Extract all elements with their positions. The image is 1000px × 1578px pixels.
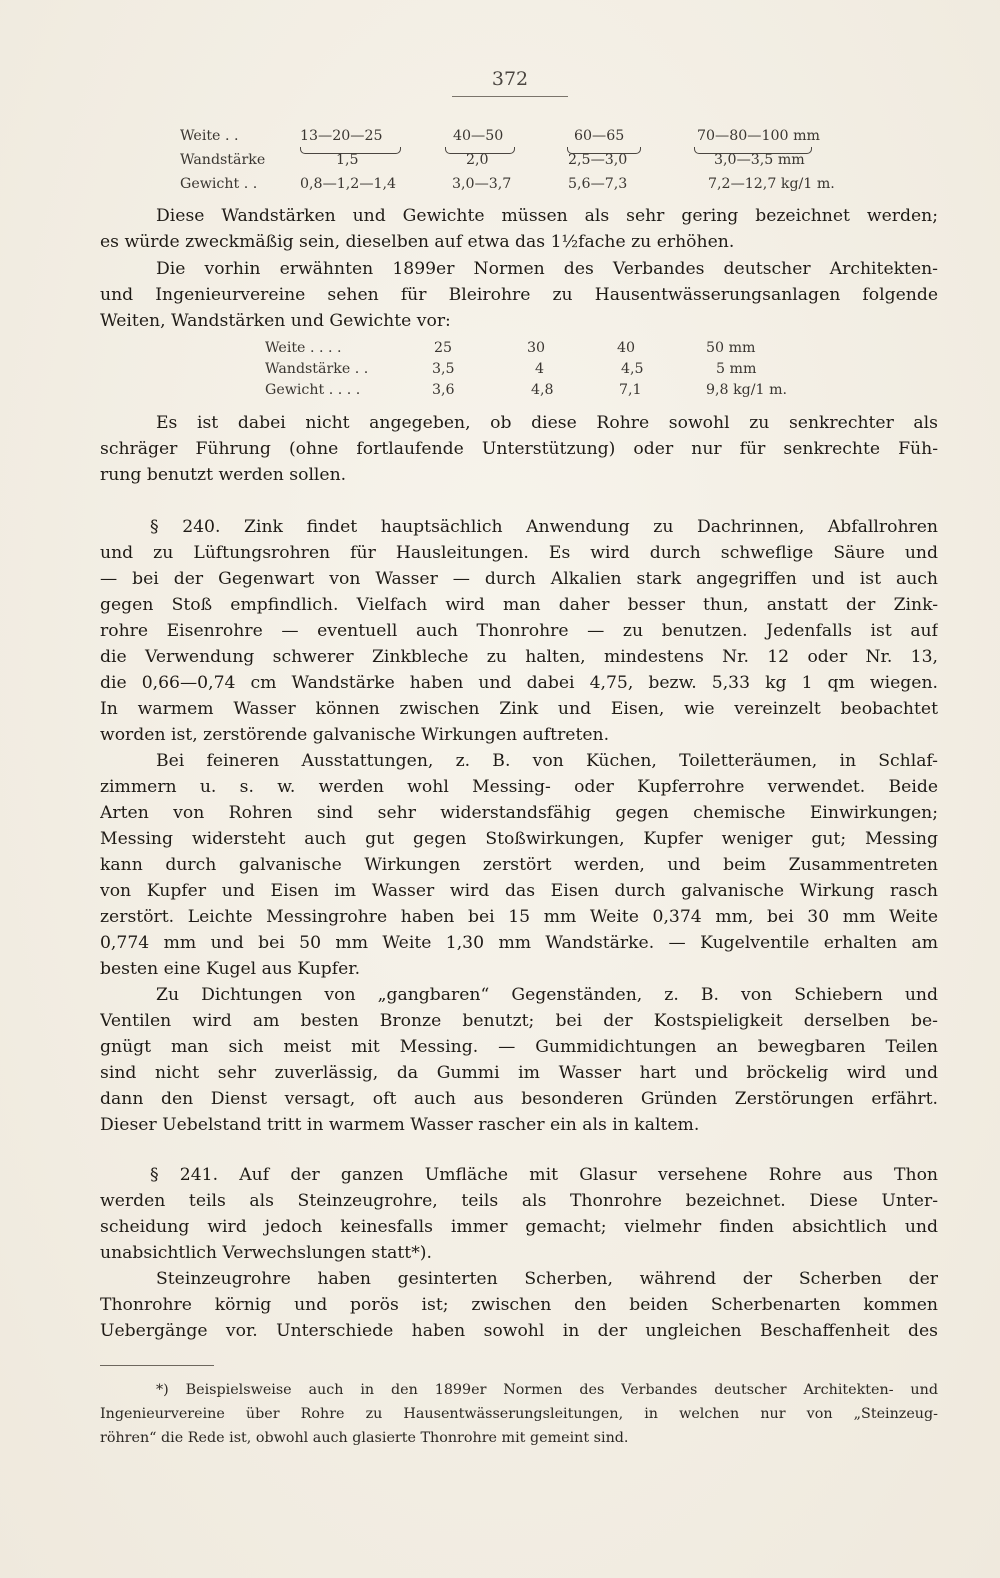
table-cell: 3,0—3,7 — [452, 176, 512, 192]
footnote-rule — [100, 1365, 214, 1366]
text-line: besten eine Kugel aus Kupfer. — [100, 959, 361, 979]
text-line: Dieser Uebelstand tritt in warmem Wasser rascher ein als in kaltem. — [100, 1115, 700, 1135]
table-cell: 50 mm — [706, 340, 756, 356]
table-row-label: Weite . . — [180, 128, 239, 144]
page-number-rule — [452, 96, 568, 97]
text-line: dann den Dienst versagt, oft auch aus besonderen Gründen Zerstörungen erfährt. — [100, 1089, 938, 1109]
text-line: gnügt man sich meist mit Messing. — Gummidichtungen an bewegbaren Teilen — [100, 1037, 938, 1057]
text-line: die 0,66—0,74 cm Wandstärke haben und dabei 4,75, bezw. 5,33 kg 1 qm wiegen. — [100, 673, 938, 693]
table-row-label: Gewicht . . — [180, 176, 258, 192]
section-241 — [100, 1162, 938, 1266]
text-line: Uebergänge vor. Unterschiede haben sowohl in der ungleichen Beschaffenheit des — [100, 1321, 938, 1341]
text-line: und Ingenieurvereine sehen für Bleirohre zu Hausentwässerungsanlagen folgende — [100, 285, 938, 305]
text-line: schräger Führung (ohne fortlaufende Unterstützung) oder nur für senkrechte Füh- — [100, 439, 938, 459]
table-cell: 5 mm — [716, 361, 757, 377]
table-cell: 4,5 — [621, 361, 644, 377]
table-cell: 2,0 — [466, 152, 489, 168]
text-line: Bei feineren Ausstattungen, z. B. von Küchen, Toiletteräumen, in Schlaf- — [156, 751, 938, 771]
text-line: werden teils als Steinzeugrohre, teils als Thonrohre bezeichnet. Diese Unter- — [100, 1191, 938, 1211]
text-line: zerstört. Leichte Messingrohre haben bei 15 mm Weite 0,374 mm, bei 30 mm Weite — [100, 907, 938, 927]
table-cell: 0,8—1,2—1,4 — [300, 176, 397, 192]
text-line: Weiten, Wandstärken und Gewichte vor: — [100, 311, 451, 331]
text-line: scheidung wird jedoch keinesfalls immer gemacht; vielmehr finden absichtlich und — [100, 1217, 938, 1237]
text-line: § 240. Zink findet hauptsächlich Anwendung zu Dachrinnen, Abfallrohren — [150, 517, 938, 537]
table-cell: 13—20—25 — [300, 128, 383, 144]
text-line: kann durch galvanische Wirkungen zerstört werden, und beim Zusammentreten — [100, 855, 938, 875]
table-cell: 4,8 — [531, 382, 554, 398]
text-line: Arten von Rohren sind sehr widerstandsfähig gegen chemische Einwirkungen; — [100, 803, 938, 823]
table-cell: 7,2—12,7 kg/1 m. — [708, 176, 835, 192]
table-cell: 2,5—3,0 — [568, 152, 628, 168]
text-line: Ventilen wird am besten Bronze benutzt; bei der Kostspieligkeit derselben be- — [100, 1011, 938, 1031]
table-row-label: Wandstärke — [180, 152, 266, 168]
footnote-line: *) Beispielsweise auch in den 1899er Normen des Verbandes deutscher Architekten- und — [156, 1382, 938, 1398]
text-line: Die vorhin erwähnten 1899er Normen des Verbandes deutscher Architekten- — [156, 259, 938, 279]
table-cell: 40—50 — [453, 128, 504, 144]
text-line: rung benutzt werden sollen. — [100, 465, 347, 485]
table-cell: 3,0—3,5 mm — [714, 152, 805, 168]
text-line: es würde zweckmäßig sein, dieselben auf etwa das 1½fache zu erhöhen. — [100, 232, 735, 252]
text-line: — bei der Gegenwart von Wasser — durch Alkalien stark angegriffen und ist auch — [100, 569, 938, 589]
paragraph — [100, 203, 938, 255]
footnote — [100, 1378, 938, 1450]
text-line: Diese Wandstärken und Gewichte müssen als sehr gering bezeichnet werden; — [156, 206, 938, 226]
footnote-line: röhren“ die Rede ist, obwohl auch glasierte Thonrohre mit gemeint sind. — [100, 1430, 629, 1446]
text-line: Es ist dabei nicht angegeben, ob diese Rohre sowohl zu senkrechter als — [156, 413, 938, 433]
table-cell: 40 — [617, 340, 636, 356]
table-cell: 4 — [535, 361, 545, 377]
text-line: Steinzeugrohre haben gesinterten Scherben, während der Scherben der — [156, 1269, 938, 1289]
table-cell: 60—65 — [574, 128, 625, 144]
table-row-label: Weite . . . . — [265, 340, 342, 356]
text-line: Zu Dichtungen von „gangbaren“ Gegenständen, z. B. von Schiebern und — [156, 985, 938, 1005]
text-line: Messing widersteht auch gut gegen Stoßwirkungen, Kupfer weniger gut; Messing — [100, 829, 938, 849]
text-line: und zu Lüftungsrohren für Hausleitungen. Es wird durch schweflige Säure und — [100, 543, 938, 563]
table-cell: 25 — [434, 340, 453, 356]
text-line: die Verwendung schwerer Zinkbleche zu halten, mindestens Nr. 12 oder Nr. 13, — [100, 647, 938, 667]
text-line: zimmern u. s. w. werden wohl Messing- oder Kupferrohre verwendet. Beide — [100, 777, 938, 797]
table-cell: 5,6—7,3 — [568, 176, 628, 192]
text-line: von Kupfer und Eisen im Wasser wird das Eisen durch galvanische Wirkung rasch — [100, 881, 938, 901]
text-line: § 241. Auf der ganzen Umfläche mit Glasur versehene Rohre aus Thon — [150, 1165, 938, 1185]
text-line: sind nicht sehr zuverlässig, da Gummi im Wasser hart und bröckelig wird und — [100, 1063, 938, 1083]
table-cell: 9,8 kg/1 m. — [706, 382, 788, 398]
table-cell: 70—80—100 mm — [697, 128, 820, 144]
section-240 — [100, 514, 938, 748]
paragraph — [100, 256, 938, 334]
text-line: unabsichtlich Verwechslungen statt*). — [100, 1243, 432, 1263]
table-cell: 3,6 — [432, 382, 455, 398]
paragraph — [100, 410, 938, 488]
paragraph — [100, 1266, 938, 1344]
text-line: 0,774 mm und bei 50 mm Weite 1,30 mm Wandstärke. — Kugelventile erhalten am — [100, 933, 938, 953]
text-line: In warmem Wasser können zwischen Zink und Eisen, wie vereinzelt beobachtet — [100, 699, 938, 719]
page-number: 372 — [491, 68, 529, 90]
footnote-line: Ingenieurvereine über Rohre zu Hausentwässerungsleitungen, in welchen nur von „Steinzeug- — [100, 1406, 938, 1422]
text-line: gegen Stoß empfindlich. Vielfach wird man daher besser thun, anstatt der Zink- — [100, 595, 938, 615]
table-cell: 7,1 — [619, 382, 642, 398]
paragraph — [100, 982, 938, 1138]
text-line: Thonrohre körnig und porös ist; zwischen den beiden Scherbenarten kommen — [100, 1295, 938, 1315]
table-row-label: Gewicht . . . . — [265, 382, 361, 398]
table-row-label: Wandstärke . . — [265, 361, 369, 377]
paragraph — [100, 748, 938, 982]
text-line: rohre Eisenrohre — eventuell auch Thonrohre — zu benutzen. Jedenfalls ist auf — [100, 621, 938, 641]
table-cell: 3,5 — [432, 361, 455, 377]
table-cell: 30 — [527, 340, 546, 356]
table-cell: 1,5 — [336, 152, 359, 168]
text-line: worden ist, zerstörende galvanische Wirkungen auftreten. — [100, 725, 610, 745]
